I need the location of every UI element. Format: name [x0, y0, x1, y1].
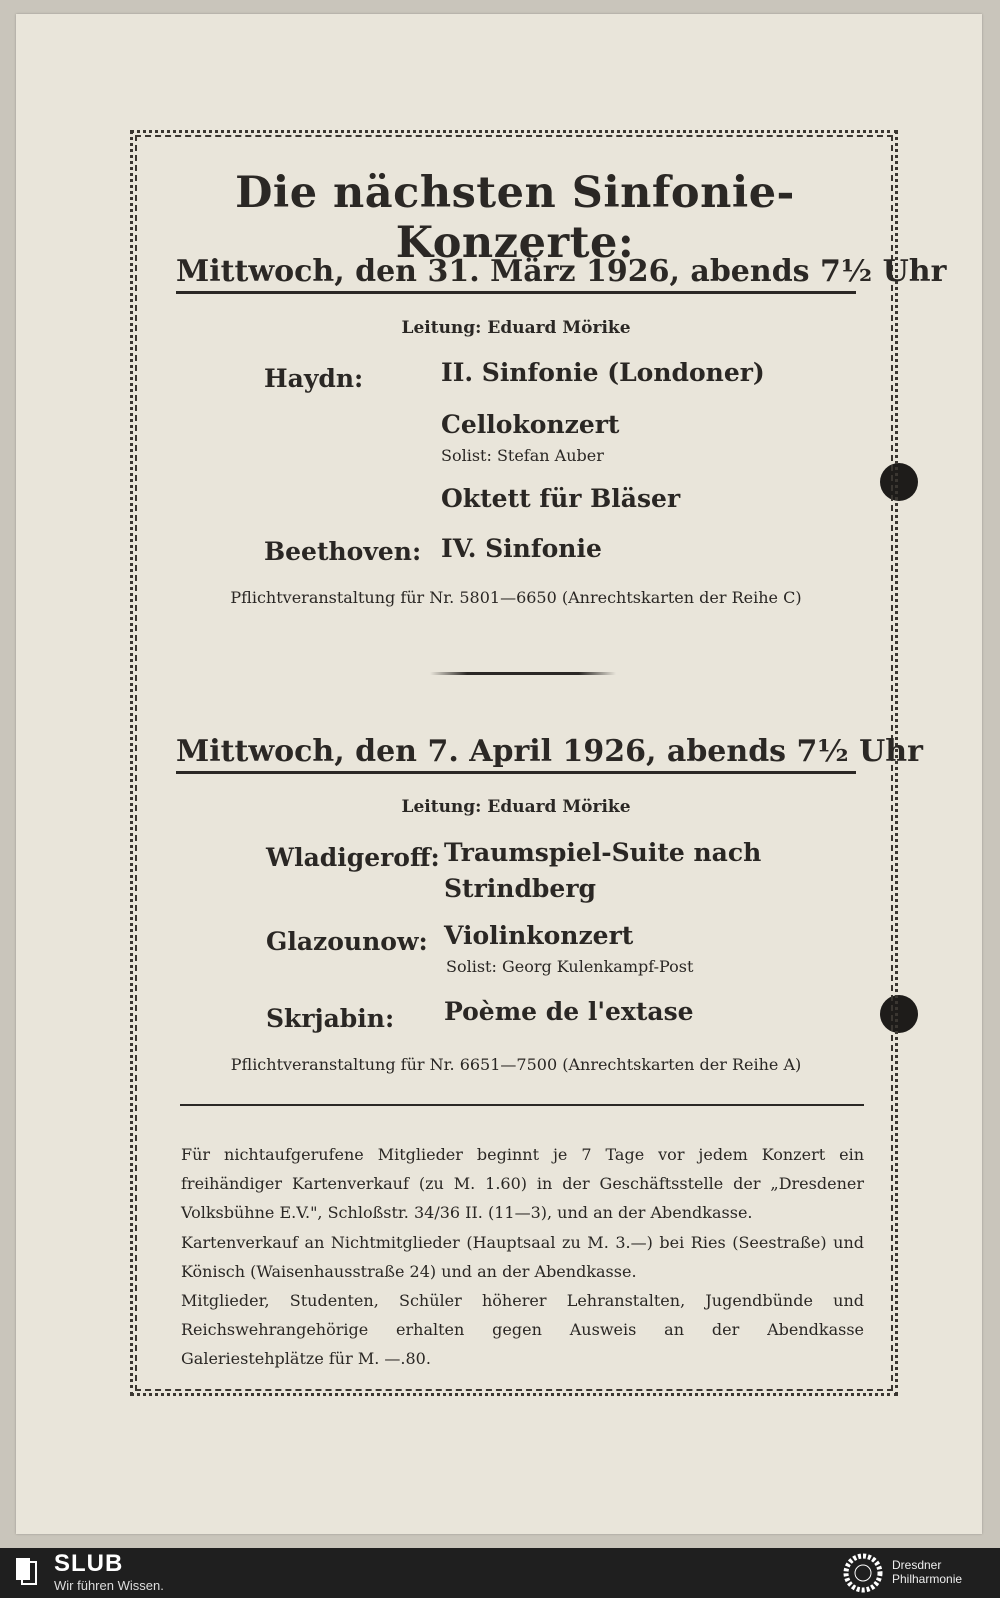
slub-tagline: Wir führen Wissen.	[54, 1578, 164, 1593]
section-divider	[430, 672, 616, 675]
work-traumspiel-line1: Traumspiel-Suite nach	[444, 838, 762, 867]
composer-glazounow: Glazounow:	[266, 927, 428, 956]
work-poeme: Poème de l'extase	[444, 997, 694, 1026]
note-discounts: Mitglieder, Studenten, Schüler höherer Lehranstalten, Jugendbünde und Reichswehrangehörige erhalten gegen Ausweis an der Abendkasse Galeriestehplätze für M. —.80.	[181, 1291, 864, 1368]
philharmonie-line1: Dresdner	[892, 1558, 942, 1572]
composer-haydn: Haydn:	[264, 364, 364, 393]
work-traumspiel-line2: Strindberg	[444, 874, 596, 903]
soloist-cello: Solist: Stefan Auber	[441, 446, 604, 465]
composer-skrjabin: Skrjabin:	[266, 1004, 395, 1033]
composer-beethoven: Beethoven:	[264, 537, 422, 566]
philharmonie-brand	[892, 1558, 992, 1586]
work-sinfonie-4: IV. Sinfonie	[441, 534, 602, 563]
concert2-date: Mittwoch, den 7. April 1926, abends 7½ Uhr	[176, 734, 856, 774]
work-cellokonzert: Cellokonzert	[441, 410, 620, 439]
composer-wladigeroff: Wladigeroff:	[266, 843, 440, 872]
concert1-conductor: Leitung: Eduard Mörike	[401, 318, 631, 338]
slub-logo-icon	[14, 1554, 40, 1586]
concert1-date: Mittwoch, den 31. März 1926, abends 7½ Uhr	[176, 254, 856, 294]
work-sinfonie-2: II. Sinfonie (Londoner)	[441, 358, 765, 387]
work-violinkonzert: Violinkonzert	[444, 921, 634, 950]
philharmonie-line2: Philharmonie	[892, 1572, 963, 1586]
concert2-duty: Pflichtveranstaltung für Nr. 6651—7500 (Anrechtskarten der Reihe A)	[230, 1055, 802, 1074]
page-title: Die nächsten Sinfonie-Konzerte:	[235, 168, 795, 268]
philharmonie-logo-icon	[842, 1552, 884, 1594]
concert2-conductor: Leitung: Eduard Mörike	[401, 797, 631, 817]
work-oktett: Oktett für Bläser	[441, 484, 681, 513]
note-sales-nonmembers: Kartenverkauf an Nichtmitglieder (Hauptsaal zu M. 3.—) bei Ries (Seestraße) und Könisch (Waisenhausstraße 24) und an der Abendkasse.	[181, 1233, 864, 1281]
concert1-duty: Pflichtveranstaltung für Nr. 5801—6650 (Anrechtskarten der Reihe C)	[230, 588, 802, 607]
notes-rule	[180, 1104, 864, 1106]
note-sales-members: Für nichtaufgerufene Mitglieder beginnt je 7 Tage vor jedem Konzert ein freihändiger Kartenverkauf (zu M. 1.60) in der Geschäftsstelle der „Dresdener Volksbühne E.V.", Schloßstr. 34/36 II. (11—3), und an der Abendkasse.	[181, 1145, 864, 1222]
slub-brand: SLUB	[54, 1550, 124, 1577]
soloist-violin: Solist: Georg Kulenkampf-Post	[446, 957, 694, 976]
footer-bar	[0, 1548, 1000, 1598]
